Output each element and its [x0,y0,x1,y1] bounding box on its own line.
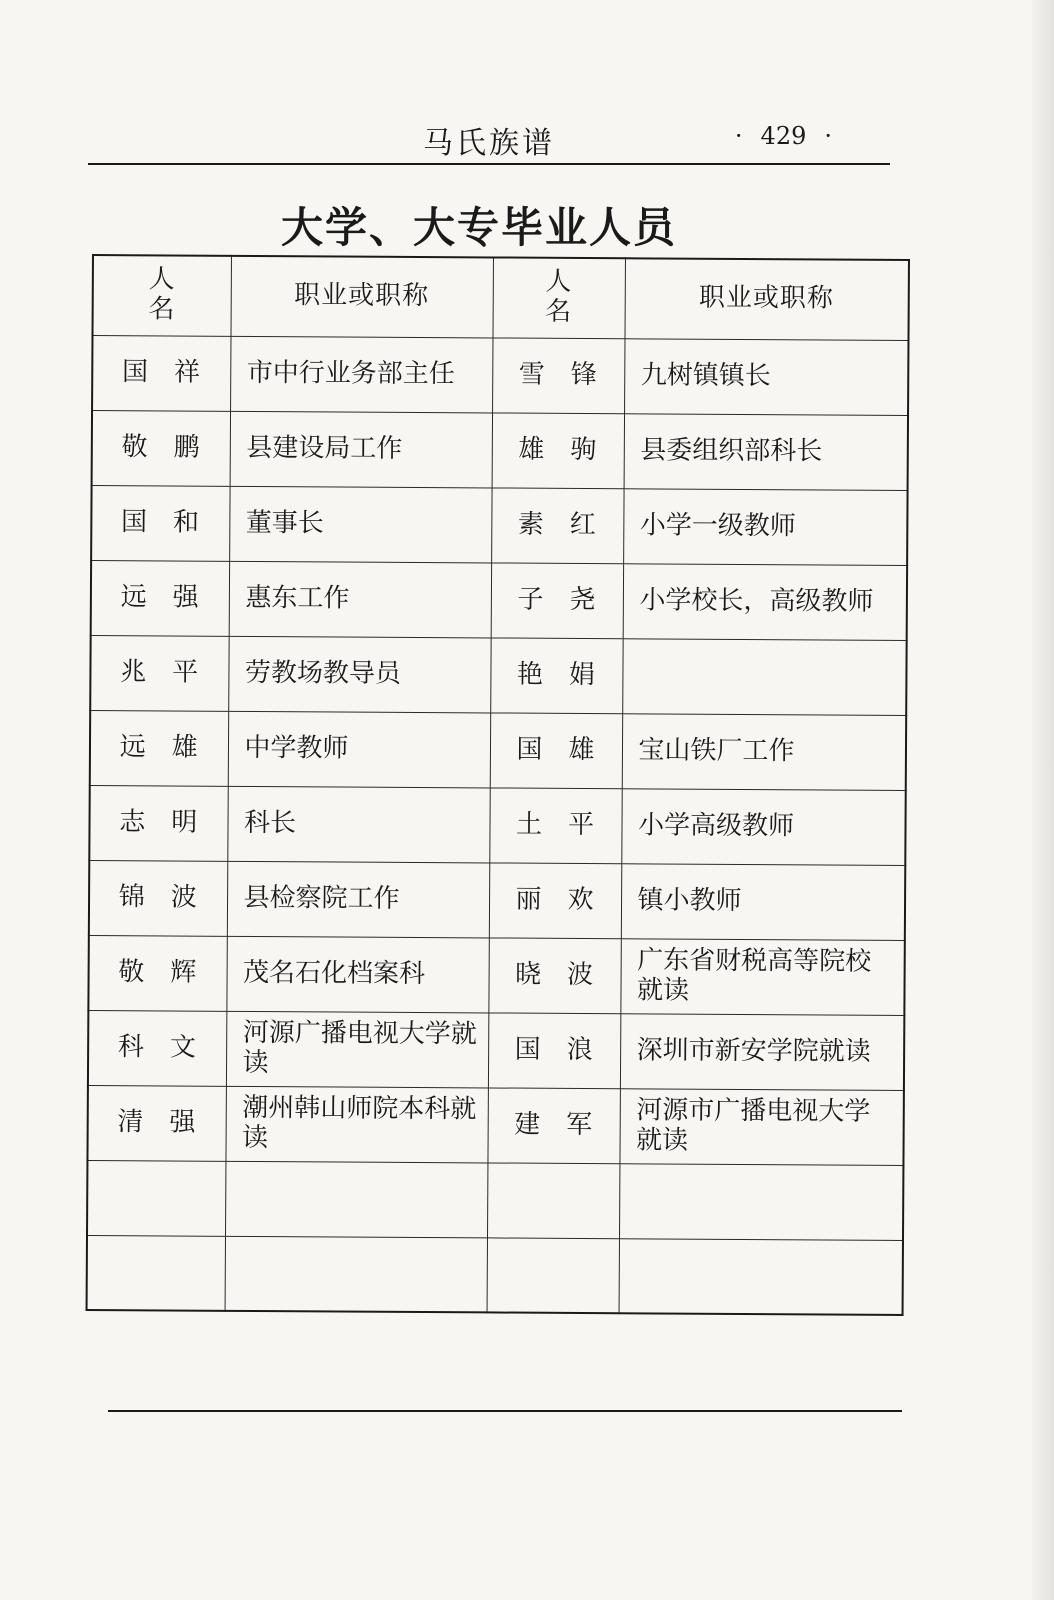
name-right: 子尧 [491,562,623,638]
job-left: 董事长 [229,486,491,563]
name-right: 素红 [491,487,623,563]
graduates-table [86,254,910,1316]
job-left: 茂名石化档案科 [226,936,488,1013]
name-left: 国祥 [92,335,230,411]
table-row [87,1085,903,1165]
name-right: 艳娟 [490,637,622,713]
table-row [90,710,906,790]
job-right: 小学高级教师 [621,788,905,865]
name-left: 国和 [91,485,229,561]
job-right: 九树镇镇长 [624,338,908,415]
table-row [89,860,905,940]
name-left: 远强 [91,560,229,636]
header-name-left: 人 名 [93,255,231,336]
table-row-empty [87,1160,903,1240]
name-left: 敬辉 [88,935,226,1011]
job-right: 广东省财税高等院校就读 [620,938,904,1015]
name-right: 建军 [487,1087,619,1163]
job-left: 惠东工作 [229,561,491,638]
job-left: 县建设局工作 [230,411,492,488]
name-right: 雄驹 [492,412,624,488]
table-row [91,485,907,565]
footer-rule [108,1410,902,1412]
job-left: 潮州韩山师院本科就读 [225,1086,487,1163]
job-right: 镇小教师 [621,863,905,940]
name-left: 清强 [87,1085,225,1161]
name-right: 国浪 [488,1012,620,1088]
name-right: 雪锋 [492,337,624,413]
table-row [91,560,907,640]
job-left [225,1236,487,1313]
name-right: 晓波 [488,937,620,1013]
job-left: 河源广播电视大学就读 [226,1011,488,1088]
job-left: 中学教师 [228,711,490,788]
job-right: 县委组织部科长 [624,413,908,490]
table-row-empty [87,1235,903,1315]
job-left: 科长 [227,786,489,863]
header-job-left: 职业或职称 [231,256,493,338]
page-edge-shadow [1032,0,1054,1600]
job-left: 劳教场教导员 [228,636,490,713]
name-left: 志明 [89,785,227,861]
job-right: 河源市广播电视大学就读 [619,1088,903,1165]
name-right: 国雄 [490,712,622,788]
table-header-row [93,255,909,340]
job-left: 县检察院工作 [227,861,489,938]
job-right [619,1163,903,1240]
job-left: 市中行业务部主任 [230,336,492,413]
job-right [622,638,906,715]
name-left [87,1235,225,1311]
table-row [90,635,906,715]
page-number-value: 429 [760,122,807,150]
job-right: 深圳市新安学院就读 [620,1013,904,1090]
name-right [487,1237,619,1313]
page-number: · 429 · [734,122,832,150]
name-left: 兆平 [90,635,228,711]
section-title: 大学、大专毕业人员 [280,203,677,252]
job-right [619,1238,903,1315]
name-right: 丽欢 [489,862,621,938]
name-right: 土平 [489,787,621,863]
job-left [225,1161,487,1238]
table-row [88,1010,904,1090]
table-row [92,410,908,490]
name-left: 远雄 [90,710,228,786]
table-row [92,335,908,415]
name-left: 敬鹏 [92,410,230,486]
table-row [88,935,904,1015]
job-right: 宝山铁厂工作 [622,713,906,790]
name-left: 锦波 [89,860,227,936]
header-rule [88,163,890,165]
header-job-right: 职业或职称 [624,258,908,340]
job-right: 小学校长，高级教师 [623,563,907,640]
name-right [487,1162,619,1238]
name-left: 科文 [88,1010,226,1086]
header-name-right: 人 名 [492,257,624,338]
running-title: 马氏族谱 [423,126,555,161]
table-row [89,785,905,865]
name-left [87,1160,225,1236]
job-right: 小学一级教师 [623,488,907,565]
running-header [88,112,888,162]
